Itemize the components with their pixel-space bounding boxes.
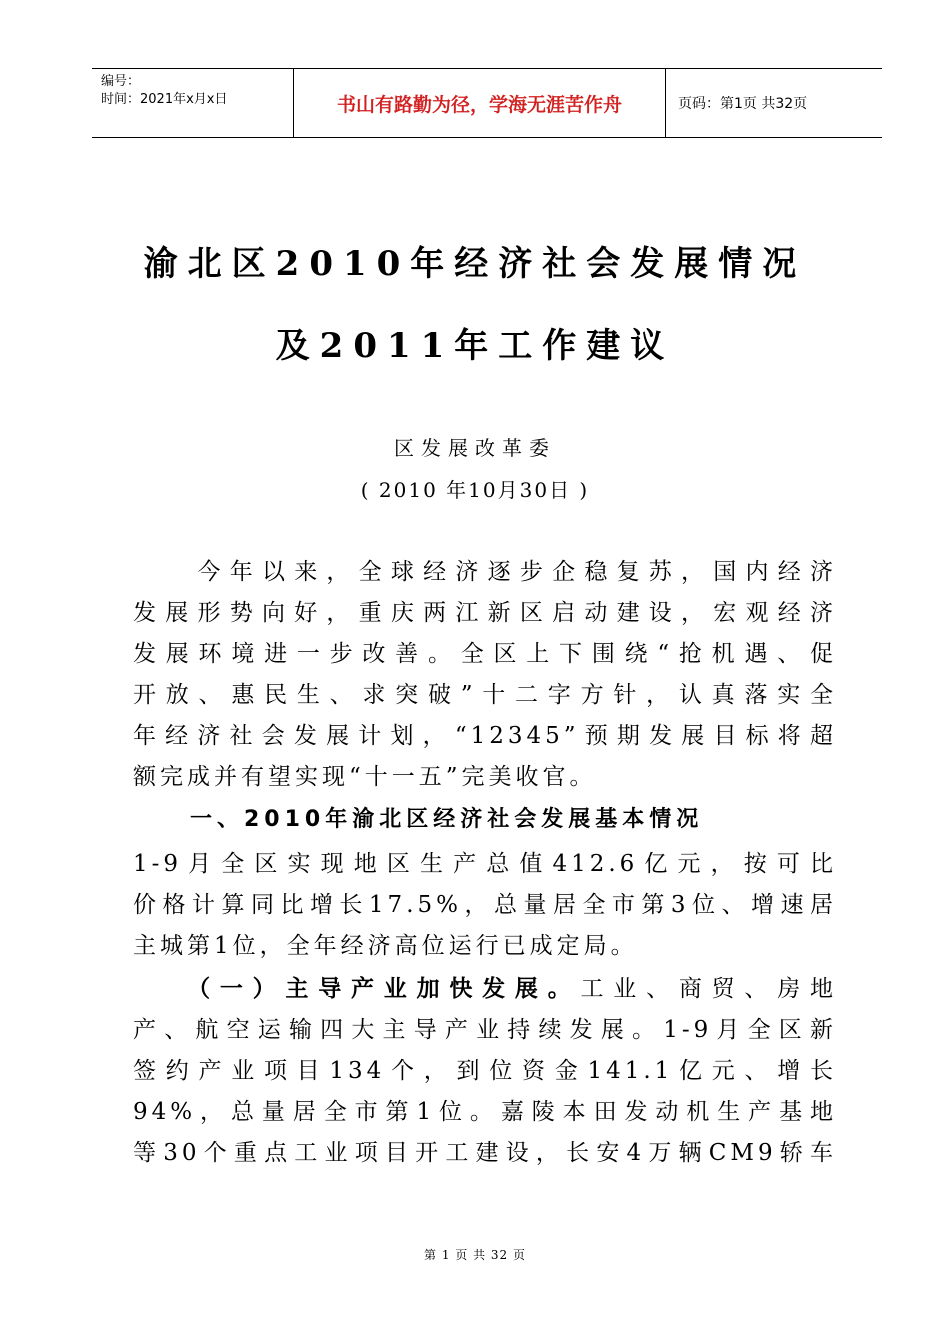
paragraph-industry: [133, 968, 837, 1174]
text-line: 额完成并有望实现“十一五”完美收官。: [133, 764, 597, 790]
number-label: 编号：: [101, 74, 141, 89]
text-line: 发展形势向好，重庆两江新区启动建设，宏观经济: [133, 600, 837, 626]
subsection-lead: （一）主导产业加快发展。: [133, 975, 581, 1002]
text-line: 1-9月全区实现地区生产总值412.6亿元，按可比: [133, 851, 837, 877]
header-motto: 书山有路勤为径，学海无涯苦作舟: [294, 69, 666, 137]
header-page-label: 页码：第1页 共32页: [678, 96, 808, 112]
text-line: 发展环境进一步改善。全区上下围绕“抢机遇、促: [133, 641, 837, 667]
text-line: 今年以来，全球经济逐步企稳复苏，国内经济: [133, 559, 837, 585]
text-line: 签约产业项目134个，到位资金141.1亿元、增长: [133, 1058, 837, 1084]
text-line: 年经济社会发展计划，“12345”预期发展目标将超: [133, 723, 837, 749]
time-label: 时间：2021年x月x日: [101, 92, 228, 107]
paragraph-gdp: [133, 844, 837, 967]
page-footer: 第 1 页 共 32 页: [424, 1248, 526, 1262]
text-line-first: [133, 968, 837, 1010]
text-fragment: 工业、商贸、房地: [580, 976, 838, 1002]
section-heading: 一、2010年渝北区经济社会发展基本情况: [190, 807, 704, 832]
text-line: 开放、惠民生、求突破”十二字方针，认真落实全: [133, 682, 837, 708]
document-date: ( 2010 年10月30日 ): [360, 478, 590, 502]
text-line: 价格计算同比增长17.5%，总量居全市第3位、增速居: [133, 892, 837, 918]
paragraph-intro: [133, 552, 837, 798]
document-title-line-2: 及2011年工作建议: [275, 326, 675, 366]
header-meta: [92, 69, 294, 137]
author: 区发展改革委: [394, 436, 556, 460]
text-line: 产、航空运输四大主导产业持续发展。1-9月全区新: [133, 1017, 837, 1043]
text-line: 主城第1位，全年经济高位运行已成定局。: [133, 933, 638, 959]
text-line: 等30个重点工业项目开工建设，长安4万辆CM9轿车: [133, 1140, 837, 1166]
text-line: 94%，总量居全市第1位。嘉陵本田发动机生产基地: [133, 1099, 837, 1125]
document-title-line-1: 渝北区2010年经济社会发展情况: [143, 244, 807, 284]
document-header: [92, 68, 882, 138]
